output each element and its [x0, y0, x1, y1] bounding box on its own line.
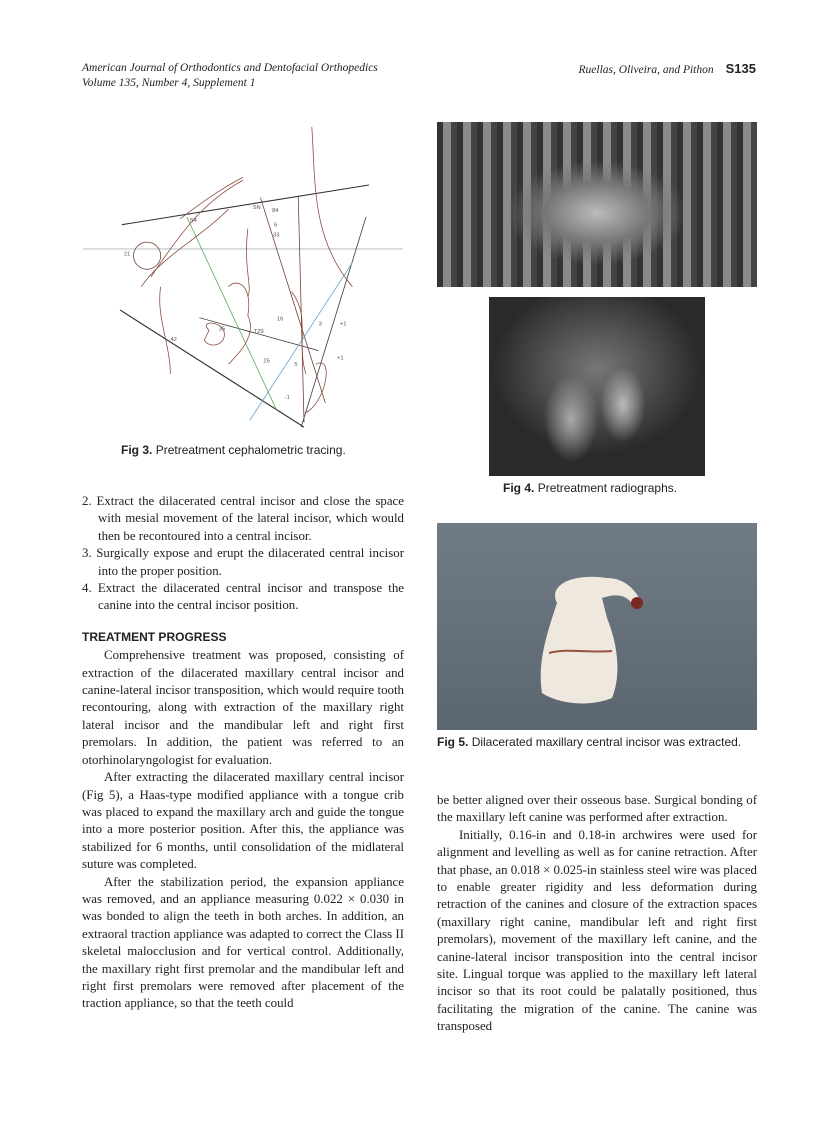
figure-label: Fig 3.	[121, 443, 153, 457]
occlusal-radiograph	[489, 297, 705, 476]
tracing-label: 35	[218, 326, 226, 333]
list-item: 2. Extract the dilacerated central incisor and close the space with mesial movement of the lateral incisor, which would then be recontoured into a central incisor.	[82, 494, 404, 543]
list-item: 4. Extract the dilacerated central incisor and transpose the canine into the central incisor position.	[82, 581, 404, 613]
caption-text: Dilacerated maxillary central incisor was extracted.	[471, 735, 742, 749]
panoramic-radiograph	[437, 122, 757, 287]
tracing-label: T29	[253, 329, 264, 336]
caption-text: Pretreatment radiographs.	[537, 481, 678, 495]
right-column	[437, 792, 757, 1036]
tracing-label: 3	[318, 321, 322, 328]
tracing-label: 21	[123, 251, 131, 258]
paragraph: be better aligned over their osseous base. Surgical bonding of the maxillary left canine was performed after extraction.	[437, 793, 757, 825]
paragraph: Comprehensive treatment was proposed, consisting of extraction of the dilacerated maxillary central incisor and canine-lateral incisor transposition, which would require tooth recontouring, along with extraction of the maxillary right lateral incisor and the mandibular left and right first premolars. In addition, the patient was referred to an otorhinolaryngologist for evaluation.	[82, 648, 404, 767]
authors: Ruellas, Oliveira, and Pithon	[578, 64, 714, 76]
tracing-label: +1	[336, 355, 344, 362]
left-column	[82, 493, 404, 1013]
tracing-label: 16	[276, 316, 284, 323]
figure-4-caption	[503, 481, 677, 495]
tracing-label: 6	[274, 222, 278, 229]
page-number: S135	[725, 61, 756, 76]
tracing-label: S4	[189, 217, 197, 224]
paragraph: After extracting the dilacerated maxillary central incisor (Fig 5), a Haas-type modified appliance with a tongue crib was placed to expand the maxillary arch and guide the tongue into a more posterior position. After this, the appliance was stabilized for 6 months, until consolidation of the midlateral suture was completed.	[82, 770, 404, 872]
figure-label: Fig 4.	[503, 481, 535, 495]
figure-5-caption	[437, 735, 741, 749]
paragraph: Initially, 0.16-in and 0.18-in archwires were used for alignment and levelling as well as for canine retraction. After that phase, an 0.018 × 0.025-in stainless steel wire was placed to enable greater rigidity and less deformation during retraction of the canines and closure of the extraction spaces (maxillary right canine, mandibular left and right first premolars), movement of the maxillary left canine, and the canine-lateral incisor transposition into the central incisor site. Lingual torque was applied to the maxillary left lateral incisor so that its root could be palatally positioned, thus facilitating the migration of the canine. The canine was transposed	[437, 827, 757, 1034]
cephalometric-tracing-figure	[82, 122, 404, 432]
extracted-tooth-photo	[437, 523, 757, 730]
treatment-options-list	[82, 493, 404, 615]
tracing-label: 33	[273, 232, 280, 239]
tracing-label: 25	[263, 358, 270, 365]
figure-3-caption	[121, 443, 346, 457]
tracing-label: 84	[272, 208, 279, 215]
tracing-label: SN	[252, 205, 261, 212]
figure-label: Fig 5.	[437, 735, 469, 749]
tracing-label: 5	[294, 362, 298, 369]
list-item: 3. Surgically expose and erupt the dilacerated central incisor into the proper position.	[82, 546, 404, 578]
tracing-label: -1	[284, 395, 290, 402]
running-header-right	[579, 61, 756, 78]
tracing-label: 42	[170, 336, 177, 343]
section-heading: TREATMENT PROGRESS	[82, 629, 227, 644]
paragraph: After the stabilization period, the expansion appliance was removed, and an appliance measuring 0.022 × 0.030 in was bonded to align the teeth in both arches. In addition, an extraoral traction appliance was adapted to correct the Class II skeletal malocclusion and for vertical control. Additionally, the maxillary right first premolar and the mandibular left and right first premolars were removed after placement of the traction appliance, so that the teeth could	[82, 874, 404, 1011]
journal-title: American Journal of Orthodontics and Dentofacial Orthopedics	[82, 62, 378, 74]
tracing-label: +1	[339, 321, 347, 328]
tooth-icon	[437, 523, 757, 730]
caption-text: Pretreatment cephalometric tracing.	[155, 443, 346, 457]
running-header-left	[82, 61, 378, 91]
journal-volume: Volume 135, Number 4, Supplement 1	[82, 77, 256, 89]
